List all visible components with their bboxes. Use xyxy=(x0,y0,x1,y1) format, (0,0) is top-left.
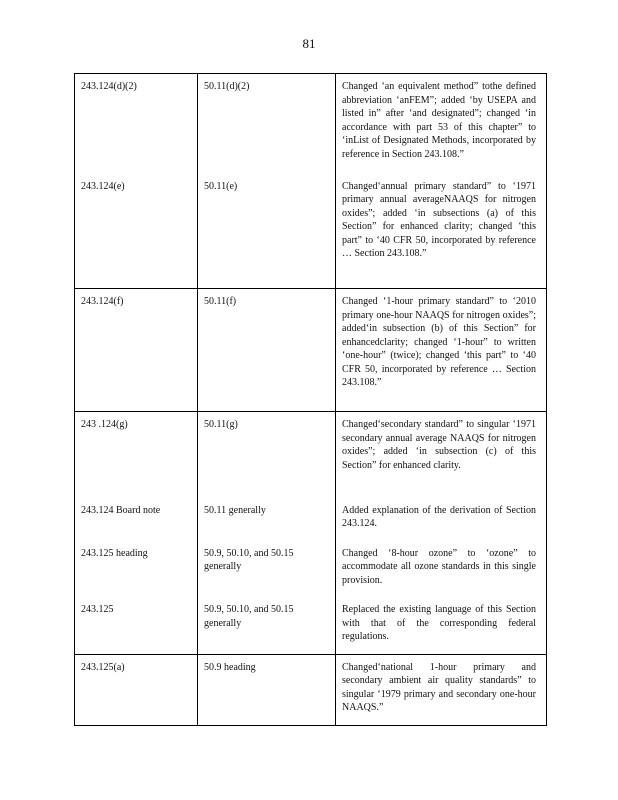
source-cell: 50.9, 50.10, and 50.15 generally xyxy=(198,541,336,598)
table-row xyxy=(75,74,547,174)
source-cell: 50.11 generally xyxy=(198,498,336,541)
description-cell: Changed ‘8-hour ozone” to ‘ozone” to accommodate all ozone standards in this single provision. xyxy=(336,541,547,598)
section-cell: 243.125 heading xyxy=(75,541,198,598)
description-cell: Changed‘annual primary standard” to ‘1971 primary annual averageNAAQS for nitrogen oxides”; added ‘in subsections (a) of this Section” for enhanced clarity; changed ‘this part” to ‘40 CFR 50, incorporated by reference … Section 243.108.” xyxy=(336,174,547,289)
section-cell: 243.125 xyxy=(75,597,198,654)
description-cell: Replaced the existing language of this Section with that of the corresponding federal regulations. xyxy=(336,597,547,654)
source-cell: 50.11(e) xyxy=(198,174,336,289)
table-row xyxy=(75,412,547,498)
derivation-table xyxy=(74,73,547,726)
section-cell: 243.124(d)(2) xyxy=(75,74,198,174)
description-cell: Changed ‘an equivalent method” tothe defined abbreviation ‘anFEM”; added ‘by USEPA and listed in” after ‘and designated”; changed ‘in accordance with part 53 of this chapter” to ‘inList of Designated Methods, incorporated by reference in Section 243.108.” xyxy=(336,74,547,174)
source-cell: 50.11(d)(2) xyxy=(198,74,336,174)
table-row xyxy=(75,498,547,541)
section-cell: 243.124 Board note xyxy=(75,498,198,541)
table-row xyxy=(75,174,547,289)
table-row xyxy=(75,289,547,412)
description-cell: Changed‘secondary standard” to singular ‘1971 secondary annual average NAAQS for nitrogen oxides”; added ‘in subsection (c) of this Section” for enhanced clarity. xyxy=(336,412,547,498)
source-cell: 50.11(g) xyxy=(198,412,336,498)
table-row xyxy=(75,541,547,598)
description-cell: Changed‘national 1-hour primary and secondary ambient air quality standards” to singular ‘1979 primary and secondary one-hour NAAQS.” xyxy=(336,654,547,725)
section-cell: 243.124(f) xyxy=(75,289,198,412)
source-cell: 50.9 heading xyxy=(198,654,336,725)
section-cell: 243.125(a) xyxy=(75,654,198,725)
description-cell: Changed ‘1-hour primary standard” to ‘2010 primary one-hour NAAQS for nitrogen oxides”; added‘in subsection (b) of this Section” for enhancedclarity; changed ‘1-hour” to written ‘one-hour” (twice); changed ‘this part” to ‘40 CFR 50, incorporated by reference … Section 243.108.” xyxy=(336,289,547,412)
section-cell: 243.124(e) xyxy=(75,174,198,289)
section-cell: 243 .124(g) xyxy=(75,412,198,498)
table-row xyxy=(75,654,547,725)
source-cell: 50.11(f) xyxy=(198,289,336,412)
page-number: 81 xyxy=(302,36,316,51)
table-row xyxy=(75,597,547,654)
source-cell: 50.9, 50.10, and 50.15 generally xyxy=(198,597,336,654)
description-cell: Added explanation of the derivation of Section 243.124. xyxy=(336,498,547,541)
